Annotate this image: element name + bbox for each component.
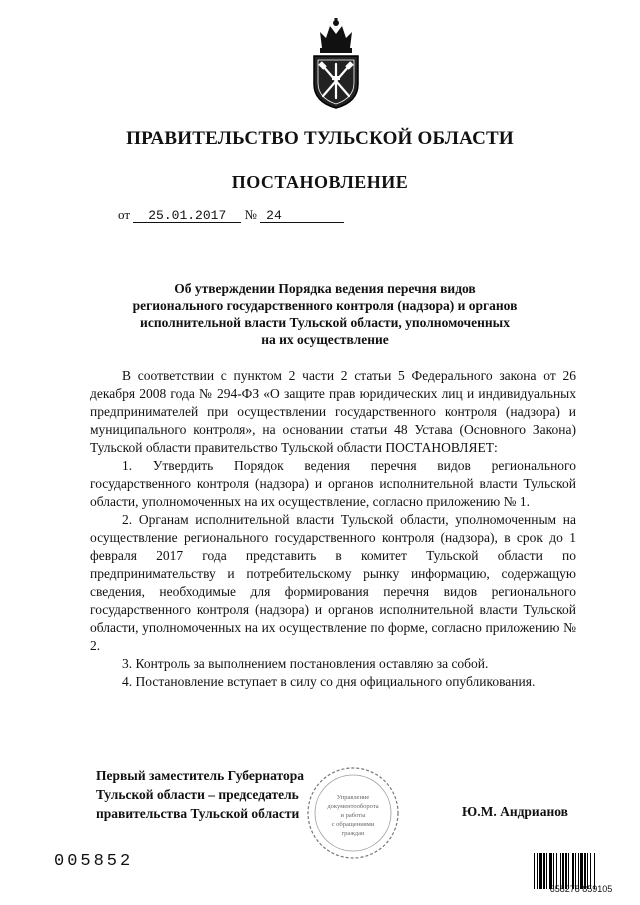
coat-of-arms-icon	[306, 18, 366, 110]
date-prefix: от	[118, 207, 131, 222]
document-type: ПОСТАНОВЛЕНИЕ	[231, 172, 409, 192]
body-paragraph-3: 3. Контроль за выполнением постановления оставляю за собой.	[122, 656, 489, 671]
signatory-title-line: Тульской области – председатель	[96, 787, 299, 802]
stamp-line: документооборота	[327, 803, 379, 810]
signatory-name: Ю.М. Андрианов	[462, 804, 568, 819]
subject-line: регионального государственного контроля (надзора) и органов	[132, 298, 518, 313]
subject-line: Об утверждении Порядка ведения перечня видов	[174, 281, 476, 296]
document-subject	[90, 280, 560, 348]
document-date: 25.01.2017	[133, 209, 241, 223]
number-prefix: №	[244, 207, 257, 222]
government-title: ПРАВИТЕЛЬСТВО ТУЛЬСКОЙ ОБЛАСТИ	[126, 128, 514, 149]
signatory-title-line: правительства Тульской области	[96, 806, 300, 821]
barcode-number: 658278 859105	[549, 884, 613, 894]
document-body	[90, 367, 576, 691]
signatory-title-line: Первый заместитель Губернатора	[96, 768, 304, 783]
body-paragraph-preamble: В соответствии с пунктом 2 части 2 статьи 5 Федерального закона от 26 декабря 2008 года № 294-ФЗ «О защите прав юридических лиц и индивидуальных предпринимателей при осуществлении государственного контроля (надзора) и муниципального контроля», на основании статьи 48 Устава (Основного Закона) Тульской области правительство Тульской области ПОСТАНОВЛЯЕТ:	[90, 368, 576, 455]
signatory-title	[96, 766, 304, 823]
stamp-line: с обращениями	[331, 821, 375, 828]
official-stamp	[305, 765, 401, 861]
stamp-line: граждан	[341, 830, 365, 837]
document-number: 24	[260, 209, 344, 223]
stamp-line: Управление	[336, 794, 370, 801]
body-paragraph-1: 1. Утвердить Порядок ведения перечня видов регионального государственного контроля (надзора) и органов исполнительной власти Тульской области, уполномоченных на их осуществление, согласно приложению № 1.	[90, 458, 576, 509]
body-paragraph-2: 2. Органам исполнительной власти Тульской области, уполномоченным на осуществление регионального государственного контроля (надзора), в срок до 1 февраля 2017 года представить в комитет Тульской области по предпринимательству и потребительскому рынку информацию, содержащую сведения, необходимые для формирования перечня видов регионального государственного контроля (надзора) и органов исполнительной власти Тульской области, уполномоченных на их осуществление по форме, согласно приложению № 2.	[90, 512, 576, 653]
date-number-line	[118, 207, 344, 223]
subject-line: на их осуществление	[261, 332, 389, 347]
body-paragraph-4: 4. Постановление вступает в силу со дня официального опубликования.	[122, 674, 536, 689]
subject-line: исполнительной власти Тульской области, уполномоченных	[140, 315, 510, 330]
registration-number: 005852	[54, 852, 134, 871]
stamp-line: и работы	[340, 812, 366, 819]
